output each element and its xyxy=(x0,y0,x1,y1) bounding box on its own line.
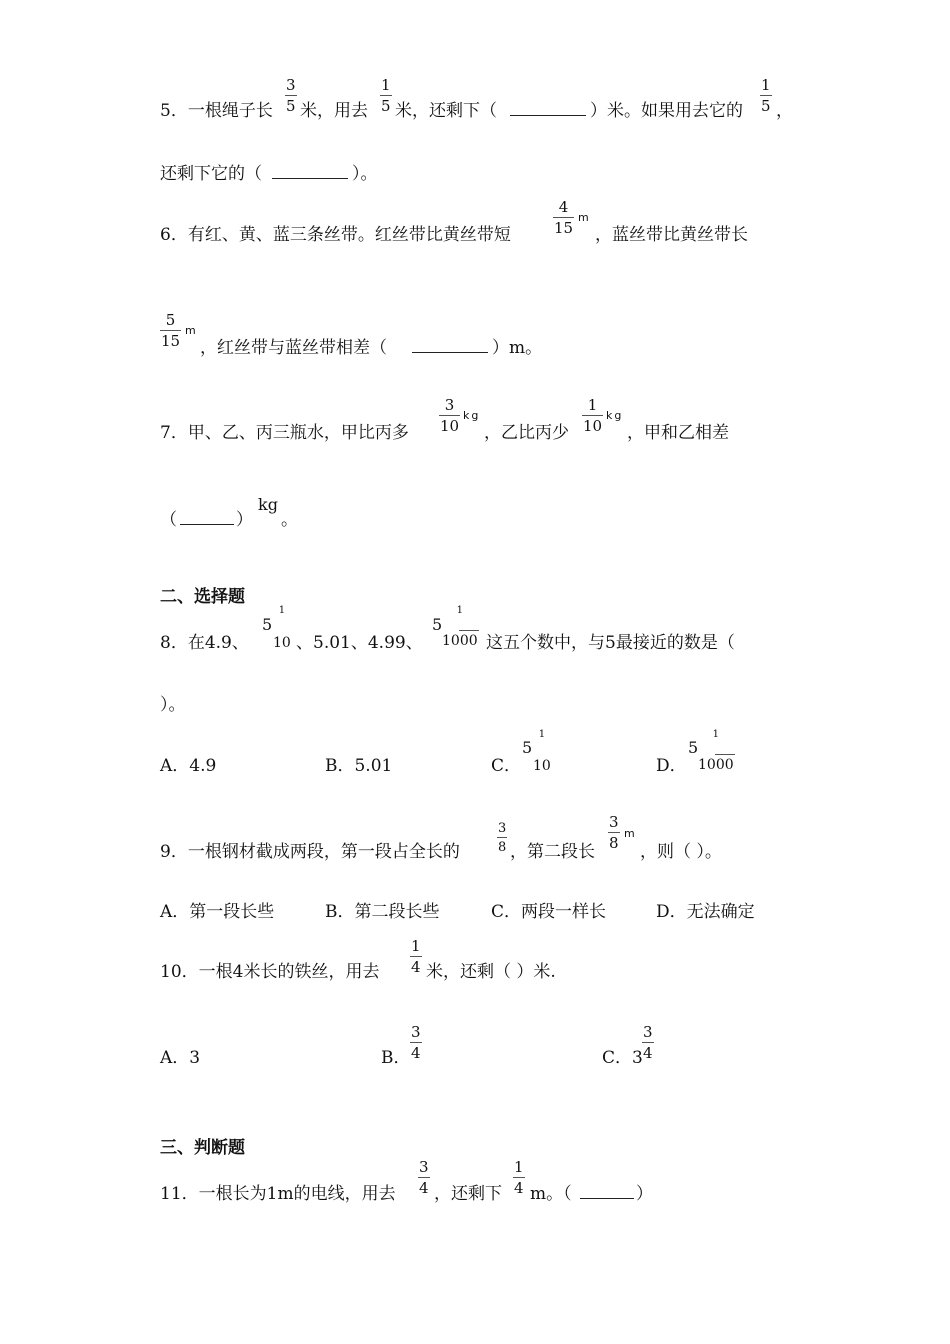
q7-paren-open: （ xyxy=(160,510,177,530)
denominator: 10 xyxy=(440,417,460,435)
fraction-bar xyxy=(410,1042,422,1043)
q8-line2: ）。 xyxy=(160,695,186,715)
q5-fraction-1 xyxy=(285,78,297,114)
q10-option-a[interactable]: A．3 xyxy=(160,1048,201,1068)
denominator: 10 xyxy=(273,635,291,651)
answer-blank[interactable] xyxy=(510,101,586,121)
q9-line1-mid: ，第二段长 xyxy=(510,842,595,862)
numerator: 3 xyxy=(411,1023,421,1041)
fraction-bar xyxy=(715,754,735,755)
numerator: 1 xyxy=(514,1158,524,1176)
q8-line1-mid: 、5.01、4.99、 xyxy=(296,633,423,653)
denominator: 5 xyxy=(381,97,391,115)
q7-paren-close: ） xyxy=(236,510,253,530)
numerator: 1 xyxy=(587,396,598,414)
mixed-whole: 5 xyxy=(522,738,533,757)
q10-option-b-fraction xyxy=(410,1025,422,1061)
mixed-whole: 5 xyxy=(262,615,273,634)
q8-line1: 8．在4.9、 xyxy=(160,633,249,653)
denominator: 15 xyxy=(554,219,574,237)
fraction-bar xyxy=(272,618,292,619)
q6-line2: ，红丝带与蓝丝带相差（ xyxy=(200,338,387,358)
q11-line1-end: m。（ xyxy=(530,1184,572,1204)
answer-blank[interactable] xyxy=(272,164,348,184)
q5-line1-part2: 米，用去 xyxy=(300,101,368,121)
q10-line1-end: 米，还剩（ ）米. xyxy=(426,962,556,982)
numerator: 1 xyxy=(538,729,546,740)
unit-m: m xyxy=(578,211,591,224)
q7-end: 。 xyxy=(281,510,298,530)
q7-line1: 7．甲、乙、丙三瓶水，甲比丙多 xyxy=(160,423,409,443)
numerator: 1 xyxy=(381,76,391,94)
q7-line1-end: ，甲和乙相差 xyxy=(627,423,729,443)
fraction-bar xyxy=(439,415,460,416)
denominator: 5 xyxy=(761,97,771,115)
denominator: 15 xyxy=(161,332,181,350)
q10-option-c[interactable]: C．3 xyxy=(602,1048,643,1068)
denominator: 4 xyxy=(411,1044,421,1062)
denominator: 4 xyxy=(643,1044,653,1062)
denominator: 8 xyxy=(609,834,619,852)
fraction-bar xyxy=(582,415,603,416)
q5-fraction-3 xyxy=(760,78,772,114)
denominator: 10 xyxy=(583,417,603,435)
numerator: 3 xyxy=(498,821,507,836)
fraction-bar xyxy=(410,956,422,957)
denominator: 4 xyxy=(411,958,421,976)
q8-option-c-fraction xyxy=(532,730,552,774)
numerator: 3 xyxy=(643,1023,653,1041)
q6-line1: 6．有红、黄、蓝三条丝带。红丝带比黄丝带短 xyxy=(160,225,511,245)
mixed-whole: 5 xyxy=(688,738,699,757)
q8-line1-end: 这五个数中，与5最接近的数是（ xyxy=(486,633,735,653)
q8-mixed-fraction-2 xyxy=(441,606,479,649)
fraction-bar xyxy=(418,1177,430,1178)
numerator: 1 xyxy=(712,729,719,740)
numerator: 3 xyxy=(419,1158,429,1176)
answer-blank[interactable] xyxy=(180,510,234,530)
q8-mixed-fraction-1 xyxy=(272,606,292,651)
q11-line1: 11．一根长为1m的电线，用去 xyxy=(160,1184,396,1204)
fraction-bar xyxy=(160,330,181,331)
fraction-bar xyxy=(285,95,297,96)
q7-line1-mid: ，乙比丙少 xyxy=(484,423,569,443)
q11-close-paren: ） xyxy=(636,1184,653,1204)
q10-option-c-fraction xyxy=(642,1025,654,1061)
section-title-choice: 二、选择题 xyxy=(160,587,245,607)
q10-fraction-1 xyxy=(410,939,422,975)
unit-kg: kg xyxy=(606,409,624,422)
answer-blank[interactable] xyxy=(412,338,488,358)
q5-line1-part1: 5．一根绳子长 xyxy=(160,101,273,121)
q5-line2-part2: ）。 xyxy=(352,164,378,184)
q5-fraction-2 xyxy=(380,78,392,114)
q9-option-d[interactable]: D．无法确定 xyxy=(656,902,755,922)
unit-kg: kg xyxy=(463,409,481,422)
q8-option-d[interactable]: D． xyxy=(656,756,687,776)
unit-m: m xyxy=(624,827,637,840)
unit-m: m xyxy=(185,324,198,337)
answer-blank[interactable] xyxy=(580,1184,634,1204)
fraction-bar xyxy=(513,1177,525,1178)
denominator: 1000 xyxy=(698,757,734,773)
q6-fraction-1 xyxy=(553,200,574,236)
q8-option-c[interactable]: C． xyxy=(491,756,522,776)
numerator: 1 xyxy=(456,605,463,616)
numerator: 3 xyxy=(286,76,296,94)
q5-line1-part3: 米，还剩下（ xyxy=(395,101,497,121)
q8-option-b[interactable]: B．5.01 xyxy=(325,756,393,776)
q9-fraction-2 xyxy=(608,815,620,851)
q9-option-a[interactable]: A．第一段长些 xyxy=(160,902,275,922)
numerator: 1 xyxy=(278,605,286,616)
q5-comma: ， xyxy=(776,101,793,121)
numerator: 1 xyxy=(411,937,421,955)
q8-option-d-fraction xyxy=(697,730,735,773)
q11-fraction-1 xyxy=(418,1160,430,1196)
denominator: 8 xyxy=(498,840,507,855)
q6-line2-end: ）m。 xyxy=(492,338,543,358)
denominator: 1000 xyxy=(442,633,478,649)
numerator: 3 xyxy=(609,813,619,831)
denominator: 5 xyxy=(286,97,296,115)
mixed-whole: 5 xyxy=(432,615,443,634)
q9-option-c[interactable]: C．两段一样长 xyxy=(491,902,607,922)
denominator: 4 xyxy=(514,1179,524,1197)
fraction-bar xyxy=(532,742,552,743)
q9-fraction-1 xyxy=(497,822,507,854)
numerator: 3 xyxy=(444,396,455,414)
q10-option-b[interactable]: B． xyxy=(381,1048,411,1068)
q7-fraction-2 xyxy=(582,398,603,434)
numerator: 1 xyxy=(761,76,771,94)
q7-unit-kg: kg xyxy=(258,495,278,514)
q8-option-a[interactable]: A．4.9 xyxy=(160,756,217,776)
q6-fraction-2 xyxy=(160,313,181,349)
q9-line1-end: ，则（ ）。 xyxy=(640,842,722,862)
q11-fraction-2 xyxy=(513,1160,525,1196)
fraction-bar xyxy=(608,832,620,833)
denominator: 4 xyxy=(419,1179,429,1197)
fraction-bar xyxy=(553,217,574,218)
section-title-judge: 三、判断题 xyxy=(160,1138,245,1158)
fraction-bar xyxy=(642,1042,654,1043)
denominator: 10 xyxy=(533,758,551,774)
numerator: 5 xyxy=(165,311,176,329)
q11-line1-mid: ，还剩下 xyxy=(434,1184,502,1204)
q10-line1: 10．一根4米长的铁丝，用去 xyxy=(160,962,380,982)
q9-option-b[interactable]: B．第二段长些 xyxy=(325,902,440,922)
fraction-bar xyxy=(760,95,772,96)
fraction-bar xyxy=(380,95,392,96)
q9-line1: 9．一根钢材截成两段，第一段占全长的 xyxy=(160,842,460,862)
q7-fraction-1 xyxy=(439,398,460,434)
fraction-bar xyxy=(459,630,479,631)
q5-line2-part1: 还剩下它的（ xyxy=(160,164,262,184)
fraction-bar xyxy=(497,837,507,838)
q6-line1-end: ，蓝丝带比黄丝带长 xyxy=(595,225,748,245)
numerator: 4 xyxy=(558,198,569,216)
q5-line1-part4: ）米。如果用去它的 xyxy=(590,101,743,121)
